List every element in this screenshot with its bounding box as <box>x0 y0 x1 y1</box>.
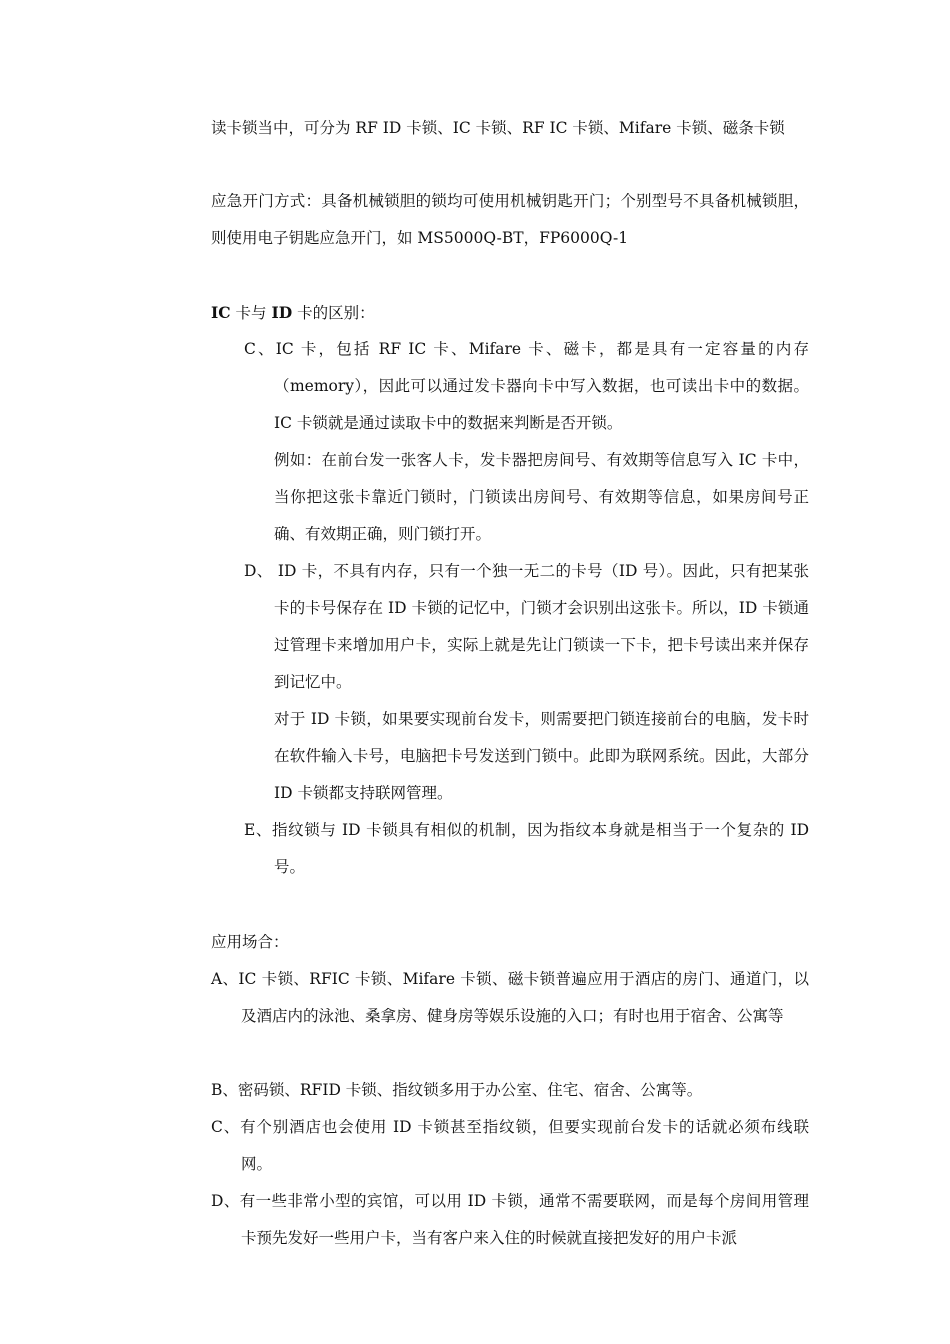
heading-text-2: 卡的区别： <box>292 304 375 322</box>
heading-text-1: 卡与 <box>230 304 272 322</box>
list-item-e <box>244 812 809 886</box>
item-e-text: E、指纹锁与 ID 卡锁具有相似的机制，因为指纹本身就是相当于一个复杂的 ID 号。 <box>244 821 809 876</box>
section-heading-ic-vs-id <box>211 294 809 332</box>
application-c-text: C、有个别酒店也会使用 ID 卡锁甚至指纹锁，但要实现前台发卡的话就必须布线联网。 <box>211 1118 809 1173</box>
emergency-open-paragraph: 应急开门方式：具备机械锁胆的锁均可使用机械钥匙开门；个别型号不具备机械锁胆，则使用电子钥匙应急开门，如 MS5000Q-BT，FP6000Q-1 <box>211 192 809 247</box>
application-item-a <box>211 961 809 1035</box>
list-item-c <box>244 331 809 442</box>
item-c-example: 例如：在前台发一张客人卡，发卡器把房间号、有效期等信息写入 IC 卡中，当你把这张卡靠近门锁时，门锁读出房间号、有效期等信息，如果房间号正确、有效期正确，则门锁打开。 <box>274 451 809 543</box>
intro-card-types: 读卡锁当中，可分为 RF ID 卡锁、IC 卡锁、RF IC 卡锁、Mifare 卡锁、磁条卡锁 <box>211 119 785 137</box>
application-item-d <box>211 1183 809 1257</box>
item-c-text: C、IC 卡，包括 RF IC 卡、Mifare 卡、磁卡，都是具有一定容量的内存（memory），因此可以通过发卡器向卡中写入数据，也可读出卡中的数据。IC 卡锁就是通过读取卡中的数据来判断是否开锁。 <box>244 340 809 432</box>
list-item-d <box>244 553 809 701</box>
application-a-text: A、IC 卡锁、RFIC 卡锁、Mifare 卡锁、磁卡锁普遍应用于酒店的房门、通道门，以及酒店内的泳池、桑拿房、健身房等娱乐设施的入口；有时也用于宿舍、公寓等 <box>211 970 809 1025</box>
application-b-text: B、密码锁、RFID 卡锁、指纹锁多用于办公室、住宅、宿舍、公寓等。 <box>211 1081 703 1099</box>
item-d-text: D、 ID 卡，不具有内存，只有一个独一无二的卡号（ID 号）。因此，只有把某张卡的卡号保存在 ID 卡锁的记忆中，门锁才会识别出这张卡。所以，ID 卡锁通过管理卡来增加用户卡，实际上就是先让门锁读一下卡，把卡号读出来并保存到记忆中。 <box>244 562 809 691</box>
heading-bold-id: ID <box>271 303 293 322</box>
item-d-extra: 对于 ID 卡锁，如果要实现前台发卡，则需要把门锁连接前台的电脑，发卡时在软件输入卡号，电脑把卡号发送到门锁中。此即为联网系统。因此，大部分 ID 卡锁都支持联网管理。 <box>274 710 809 802</box>
section-heading-applications: 应用场合： <box>211 933 289 951</box>
heading-bold-ic: IC <box>211 303 231 322</box>
application-item-b <box>211 1072 809 1109</box>
application-item-c <box>211 1109 809 1183</box>
application-d-text: D、有一些非常小型的宾馆，可以用 ID 卡锁，通常不需要联网，而是每个房间用管理卡预先发好一些用户卡，当有客户来入住的时候就直接把发好的用户卡派 <box>211 1192 809 1247</box>
